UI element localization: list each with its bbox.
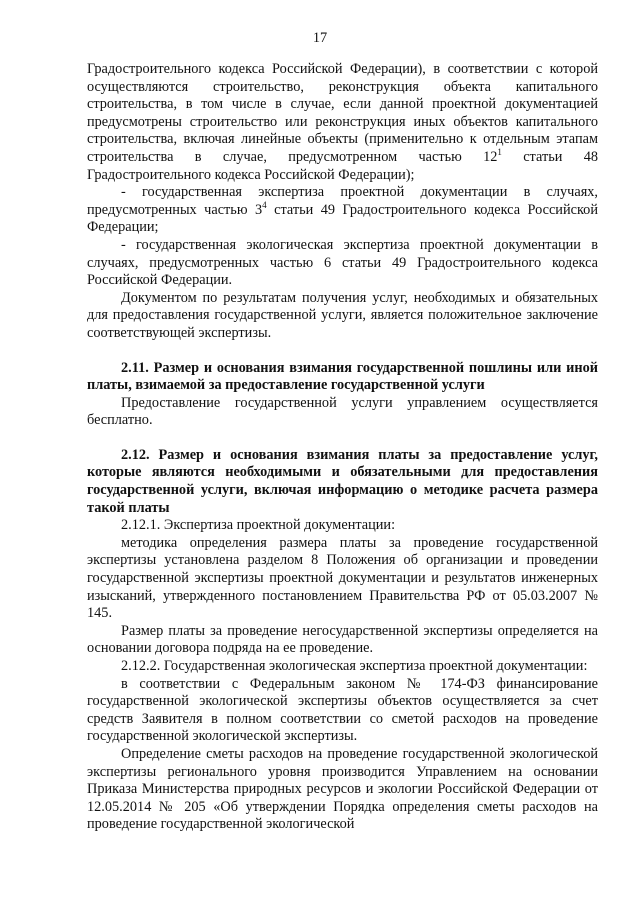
page-number: 17 bbox=[312, 30, 328, 46]
paragraph-cost-estimate: Определение сметы расходов на проведение государственной экологической экспертизы регионального уровня производится Управлением на основании Приказа Министерства природных ресурсов и экологии Российской Федерации от 12.05.2014 № 205 «Об утверждении Порядка определения сметы расходов на проведение государственной экологической bbox=[87, 745, 598, 833]
subsection-2-12-1: 2.12.1. Экспертиза проектной документации: bbox=[121, 517, 396, 534]
list-item-ecological-expertise: - государственная экологическая экспертиза проектной документации в случаях, предусмотренных частью 6 статьи 49 Градостроительного кодекса Российской Федерации. bbox=[87, 236, 598, 289]
list-item-state-expertise: - государственная экспертиза проектной документации в случаях, предусмотренных частью $3^4$ статьи 49 Градостроительного кодекса Российской Федерации; bbox=[87, 184, 598, 236]
paragraph-federal-law: в соответствии с Федеральным законом № 174-ФЗ финансирование государственной экологической экспертизы объектов осуществляется за счет средств Заявителя в полном соответствии со сметой расходов на проведение государственной экологической экспертизы. bbox=[87, 675, 598, 745]
section-heading-2-11: 2.11. Размер и основания взимания государственной пошлины или иной платы, взимаемой за предоставление государственной услуги bbox=[87, 359, 598, 394]
subsection-2-12-2: 2.12.2. Государственная экологическая экспертиза проектной документации: bbox=[121, 658, 588, 674]
paragraph-non-state-expertise-fee: Размер платы за проведение негосударственной экспертизы определяется на основании договора подряда на ее проведение. bbox=[87, 622, 598, 657]
document-body bbox=[87, 61, 598, 834]
superscript: 4 bbox=[262, 199, 267, 210]
paragraph-fee-methodology: методика определения размера платы за проведение государственной экспертизы установлена разделом 8 Положения об организации и проведении государственной экспертизы проектной документации и результатов инженерных изысканий, утвержденного постановлением Правительства РФ от 05.03.2007 № 145. bbox=[87, 534, 598, 622]
paragraph-result-document: Документом по результатам получения услуг, необходимых и обязательных для предоставления государственной услуги, является положительное заключение соответствующей экспертизы. bbox=[87, 289, 598, 341]
section-heading-2-12: 2.12. Размер и основания взимания платы за предоставление услуг, которые являются необходимыми и обязательными для предоставления государственной услуги, включая информацию о методике расчета размера такой платы bbox=[87, 446, 598, 516]
paragraph-continuation: Градостроительного кодекса Российской Федерации), в соответствии с которой осуществляются строительство, реконструкция объекта капитального строительства, в том числе в случае, если данной проектной документацией предусмотрены строительство или реконструкция иных объектов капитального строительства, включая линейные объекты (применительно к отдельным этапам строительства в случае, предусмотренном частью $12^1$ статьи 48 Градостроительного кодекса Российской Федерации); bbox=[87, 61, 598, 183]
superscript: 1 bbox=[497, 147, 502, 158]
paragraph-free-of-charge: Предоставление государственной услуги управлением осуществляется бесплатно. bbox=[87, 394, 598, 429]
